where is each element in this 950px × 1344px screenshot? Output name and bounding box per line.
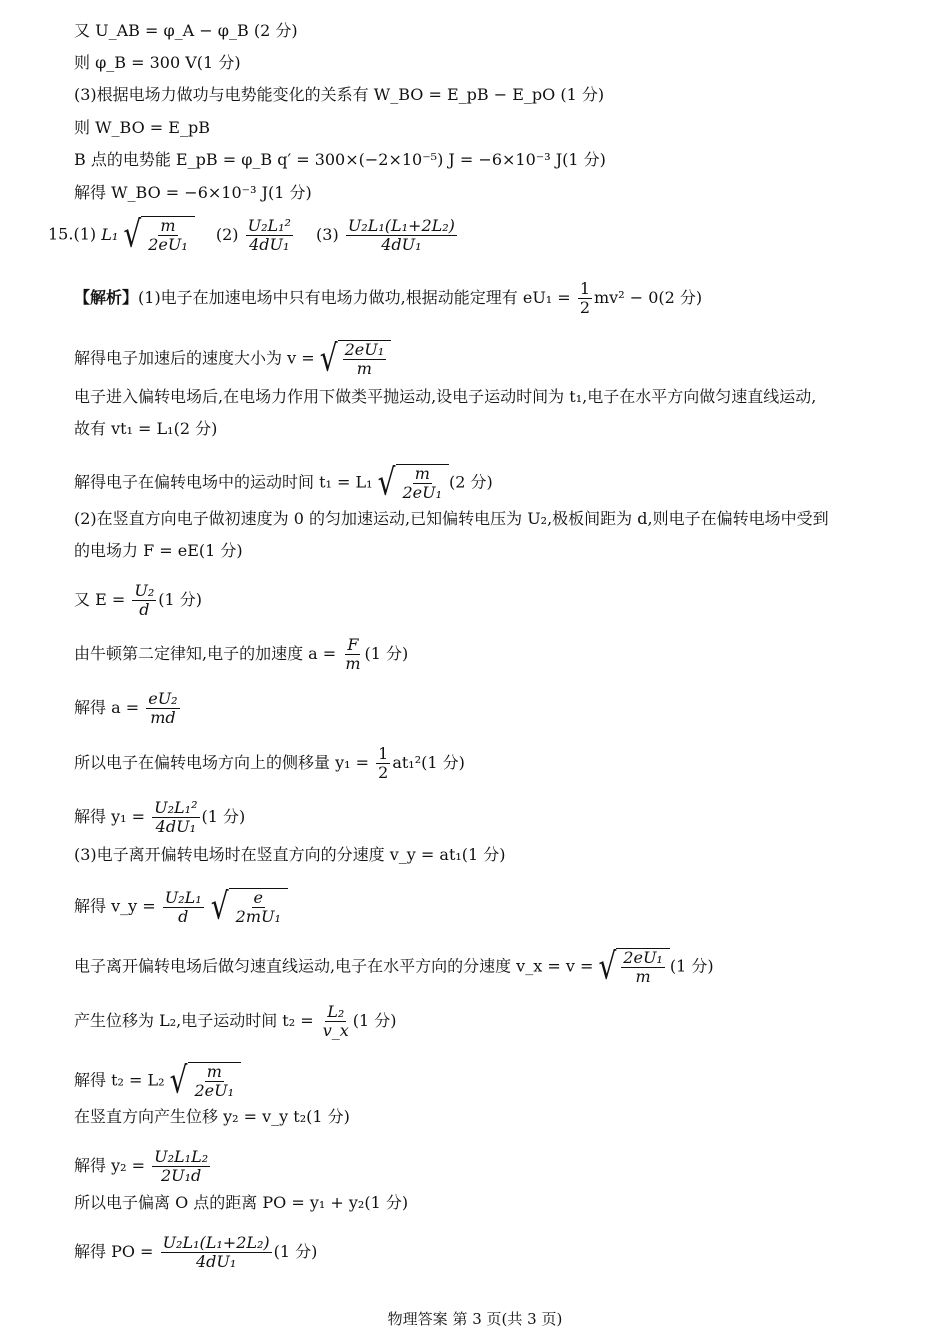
frac-num: m [414, 464, 430, 483]
text: (1 分) [273, 1242, 318, 1261]
math-term: L₁ [101, 224, 119, 244]
text: 解得电子在偏转电场中的运动时间 t₁ = L₁ [74, 472, 373, 492]
text-line: (3)根据电场力做功与电势能变化的关系有 W_BO = E_pB − E_pO (1 分) [74, 85, 605, 104]
text-line: 解得 W_BO = −6×10⁻³ J(1 分) [74, 183, 312, 202]
fraction [578, 280, 592, 317]
text-line [74, 636, 408, 673]
page-footer: 物理答案 第 3 页(共 3 页) [387, 1310, 563, 1328]
text-line: 电子进入偏转电场后,在电场力作用下做类平抛运动,设电子运动时间为 t₁,电子在水平方向做匀速直线运动, [74, 387, 817, 406]
text-line [74, 1003, 397, 1040]
frac-den: 2mU₁ [235, 907, 281, 926]
text: 所以电子在偏转电场方向上的侧移量 y₁ = [74, 753, 370, 772]
sqrt: √ $\frac{m}{\text{2eU₁}}$ [123, 216, 194, 254]
text-line [74, 944, 714, 988]
sqrt: √ $\frac{e}{\text{2mU₁}}$ [211, 888, 288, 926]
text-line: 又 U_AB = φ_A − φ_B (2 分) [74, 21, 298, 40]
frac-den: md [150, 708, 176, 727]
text-line: 故有 vt₁ = L₁(2 分) [74, 419, 218, 438]
frac-num: 1 [378, 744, 389, 763]
fraction [321, 1003, 351, 1040]
text-line [74, 1234, 317, 1271]
frac-den: m [635, 967, 651, 986]
sqrt: √ $\frac{m}{\text{2eU₁}}$ [170, 1062, 241, 1100]
text-line [74, 799, 245, 836]
text-line [74, 582, 202, 619]
text-line: 所以电子偏离 O 点的距离 PO = y₁ + y₂(1 分) [74, 1193, 409, 1212]
frac-num: e [253, 888, 263, 907]
q15-label: 15.(1) [48, 224, 97, 244]
frac-num: eU₂ [148, 689, 178, 708]
frac-den: 4dU₁ [195, 1252, 237, 1271]
text: (1 分) [364, 644, 409, 663]
frac-den: d [139, 600, 150, 619]
text-line [74, 460, 493, 504]
frac-den: m [356, 359, 372, 378]
text: 解得 y₁ = [74, 807, 146, 826]
frac-den: 2eU₁ [194, 1081, 235, 1100]
text-line: 的电场力 F = eE(1 分) [74, 541, 243, 560]
answer-2 [246, 217, 293, 254]
frac-den: 4dU₁ [381, 234, 422, 254]
fraction [161, 1234, 272, 1271]
answer-3 [346, 217, 457, 254]
frac-den: v_x [322, 1021, 349, 1040]
text-line [74, 1148, 212, 1185]
text-line: (3)电子离开偏转电场时在竖直方向的分速度 v_y = at₁(1 分) [74, 845, 506, 864]
text: 解得 v_y = [74, 896, 156, 916]
q15-answer-line [48, 212, 459, 256]
q15-part3-label: (3) [316, 224, 339, 244]
q15-part2-label: (2) [215, 224, 239, 244]
frac-num: m [206, 1062, 222, 1081]
frac-den: m [345, 654, 361, 673]
text: 解得 y₂ = [74, 1156, 146, 1175]
text-line [74, 745, 465, 782]
text: (1 分) [669, 956, 714, 976]
text: mv² − 0(2 分) [594, 288, 703, 307]
text: (1)电子在加速电场中只有电场力做功,根据动能定理有 eU₁ = [138, 288, 571, 307]
fraction [376, 745, 390, 782]
frac-num: L₂ [327, 1002, 345, 1021]
text: at₁²(1 分) [392, 753, 465, 772]
text-line [74, 336, 391, 380]
frac-num: U₂L₁L₂ [154, 1147, 209, 1166]
text: 电子离开偏转电场后做匀速直线运动,电子在水平方向的分速度 v_x = v = [74, 956, 594, 976]
frac-den: d [178, 906, 189, 926]
frac-num: F [347, 635, 359, 654]
sqrt: √ $\frac{m}{\text{2eU₁}}$ [378, 464, 449, 502]
frac-num: 2eU₁ [623, 948, 663, 967]
frac-num: U₂L₁(L₁+2L₂) [162, 1233, 270, 1252]
text: (1 分) [352, 1011, 397, 1030]
sqrt: √ $\frac{\text{2eU₁}}{m}$ [598, 948, 669, 986]
text-line: B 点的电势能 E_pB = φ_B q′ = 300×(−2×10⁻⁵) J = −6×10⁻³ J(1 分) [74, 150, 606, 169]
frac-num: U₂L₁ [164, 887, 202, 907]
frac-den: 2U₁d [160, 1166, 202, 1185]
frac-den: 4dU₁ [155, 817, 196, 836]
text: 产生位移为 L₂,电子运动时间 t₂ = [74, 1011, 314, 1030]
frac-den: 4dU₁ [249, 234, 290, 254]
text: (2 分) [449, 472, 493, 492]
text-line [74, 280, 702, 317]
text-line [74, 690, 182, 727]
frac-num: m [160, 216, 176, 235]
text-line: (2)在竖直方向电子做初速度为 0 的匀加速运动,已知偏转电压为 U₂,极板间距为 d,则电子在偏转电场中受到 [74, 509, 829, 528]
frac-num: U₂L₁² [154, 798, 198, 817]
answer-1 [101, 212, 200, 256]
fraction [163, 889, 204, 926]
text: (1 分) [158, 590, 203, 609]
frac-num: U₂L₁² [247, 215, 291, 235]
text-line: 在竖直方向产生位移 y₂ = v_y t₂(1 分) [74, 1107, 350, 1126]
jiexi-label: 【解析】 [74, 288, 139, 307]
frac-num: 2eU₁ [344, 340, 385, 359]
frac-num: U₂L₁(L₁+2L₂) [347, 215, 455, 235]
sqrt: √ $\frac{\text{2eU₁}}{m}$ [320, 340, 391, 378]
text: 解得 PO = [74, 1242, 154, 1261]
fraction [152, 799, 199, 836]
text: (1 分) [201, 807, 246, 826]
text-line: 则 φ_B = 300 V(1 分) [74, 53, 241, 72]
frac-den: 2eU₁ [148, 235, 188, 254]
text: 解得 a = [74, 698, 140, 717]
text-line: 则 W_BO = E_pB [74, 118, 210, 137]
text-line [74, 884, 288, 928]
fraction [146, 690, 179, 727]
fraction [152, 1148, 210, 1185]
frac-den: 2 [579, 298, 590, 317]
text: 由牛顿第二定律知,电子的加速度 a = [74, 644, 337, 663]
frac-den: 2eU₁ [402, 483, 443, 502]
frac-num: U₂ [134, 581, 155, 600]
fraction [132, 582, 156, 619]
text: 解得 t₂ = L₂ [74, 1070, 165, 1090]
text: 又 E = [74, 590, 126, 609]
frac-den: 2 [378, 763, 389, 782]
text: 解得电子加速后的速度大小为 v = [74, 348, 315, 368]
fraction [343, 636, 362, 673]
text-line [74, 1058, 241, 1102]
frac-num: 1 [579, 279, 590, 298]
